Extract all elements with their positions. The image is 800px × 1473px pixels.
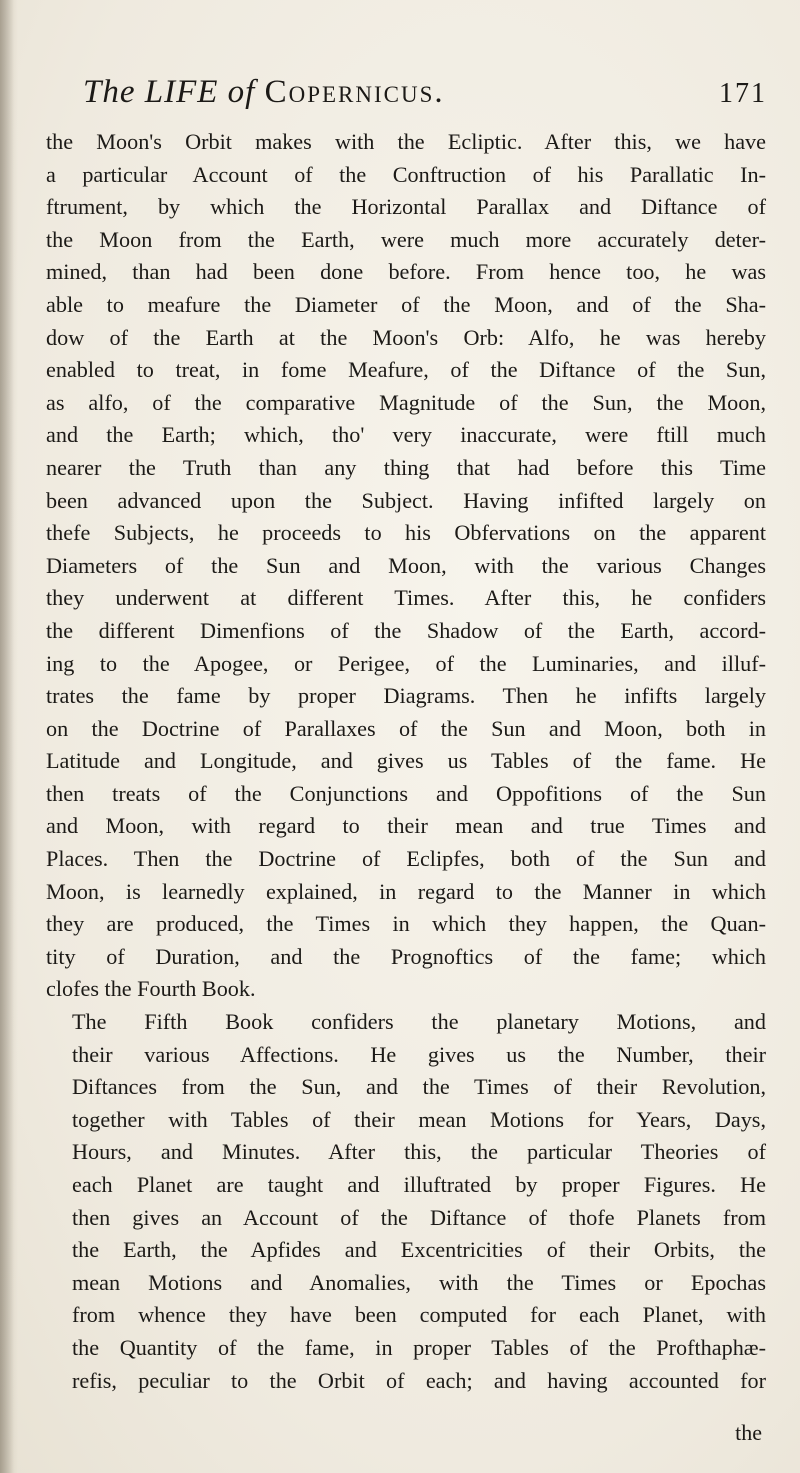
text-line: Latitude and Longitude, and gives us Tables of the fame. He: [46, 748, 766, 774]
page-header: [83, 74, 773, 114]
text-line: trates the fame by proper Diagrams. Then he infifts largely: [46, 683, 766, 709]
page-number: 171: [719, 78, 767, 109]
text-line: ftrument, by which the Horizontal Parallax and Diftance of: [46, 194, 766, 220]
text-line: Diameters of the Sun and Moon, with the various Changes: [46, 552, 766, 578]
text-line: mean Motions and Anomalies, with the Times or Epochas: [72, 1269, 766, 1295]
text-line: dow of the Earth at the Moon's Orb: Alfo, he was hereby: [46, 324, 766, 350]
text-line: and Moon, with regard to their mean and true Times and: [46, 813, 766, 839]
text-line: then gives an Account of the Diftance of thofe Planets from: [72, 1204, 766, 1230]
running-head-name: Copernicus.: [264, 74, 445, 110]
text-line: mined, than had been done before. From hence too, he was: [46, 259, 766, 285]
text-line: Diftances from the Sun, and the Times of their Revolution,: [72, 1074, 766, 1100]
text-line: they underwent at different Times. After this, he confiders: [46, 585, 766, 611]
text-line: the Moon's Orbit makes with the Ecliptic. After this, we have: [46, 129, 766, 154]
text-line: Moon, is learnedly explained, in regard to the Manner in which: [46, 878, 766, 904]
paragraph: [46, 1006, 766, 1397]
text-line: on the Doctrine of Parallaxes of the Sun and Moon, both in: [46, 715, 766, 741]
text-line: able to meafure the Diameter of the Moon, and of the Sha-: [46, 291, 766, 317]
text-line: they are produced, the Times in which they happen, the Quan-: [46, 911, 766, 937]
text-line: thefe Subjects, he proceeds to his Obfervations on the apparent: [46, 520, 766, 546]
text-line: together with Tables of their mean Motions for Years, Days,: [72, 1106, 766, 1132]
text-line: nearer the Truth than any thing that had before this Time: [46, 454, 766, 480]
running-head-prefix: The LIFE of: [83, 74, 256, 110]
text-line: been advanced upon the Subject. Having infifted largely on: [46, 487, 766, 513]
body-text: [46, 126, 766, 1397]
gutter-shadow: [0, 0, 14, 1473]
text-line: enabled to treat, in fome Meafure, of the Diftance of the Sun,: [46, 357, 766, 383]
text-line: then treats of the Conjunctions and Oppofitions of the Sun: [46, 780, 766, 806]
running-head: [83, 74, 445, 111]
text-line: ing to the Apogee, or Perigee, of the Luminaries, and illuf-: [46, 650, 766, 676]
catchword: the: [735, 1420, 762, 1445]
text-line: tity of Duration, and the Prognoftics of the fame; which: [46, 943, 766, 969]
text-line: Places. Then the Doctrine of Eclipfes, both of the Sun and: [46, 846, 766, 872]
text-line: the different Dimenfions of the Shadow of the Earth, accord-: [46, 617, 766, 643]
text-line: the Quantity of the fame, in proper Tables of the Profthaphæ-: [72, 1334, 766, 1360]
text-line: from whence they have been computed for each Planet, with: [72, 1302, 766, 1328]
text-line: the Moon from the Earth, were much more accurately deter-: [46, 226, 766, 252]
text-line: refis, peculiar to the Orbit of each; and having accounted for: [72, 1367, 766, 1393]
text-line: and the Earth; which, tho' very inaccurate, were ftill much: [46, 422, 766, 448]
text-line: the Earth, the Apfides and Excentricities of their Orbits, the: [72, 1237, 766, 1263]
text-line: clofes the Fourth Book.: [46, 976, 256, 1002]
text-line: each Planet are taught and illuftrated by proper Figures. He: [72, 1172, 766, 1197]
text-line: a particular Account of the Conftruction of his Parallatic In-: [46, 161, 766, 187]
text-line: The Fifth Book confiders the planetary Motions, and: [72, 1009, 766, 1035]
text-line: their various Affections. He gives us the Number, their: [72, 1041, 766, 1067]
paragraph: [46, 126, 766, 1006]
text-line: Hours, and Minutes. After this, the particular Theories of: [72, 1139, 766, 1165]
text-line: as alfo, of the comparative Magnitude of the Sun, the Moon,: [46, 389, 766, 415]
